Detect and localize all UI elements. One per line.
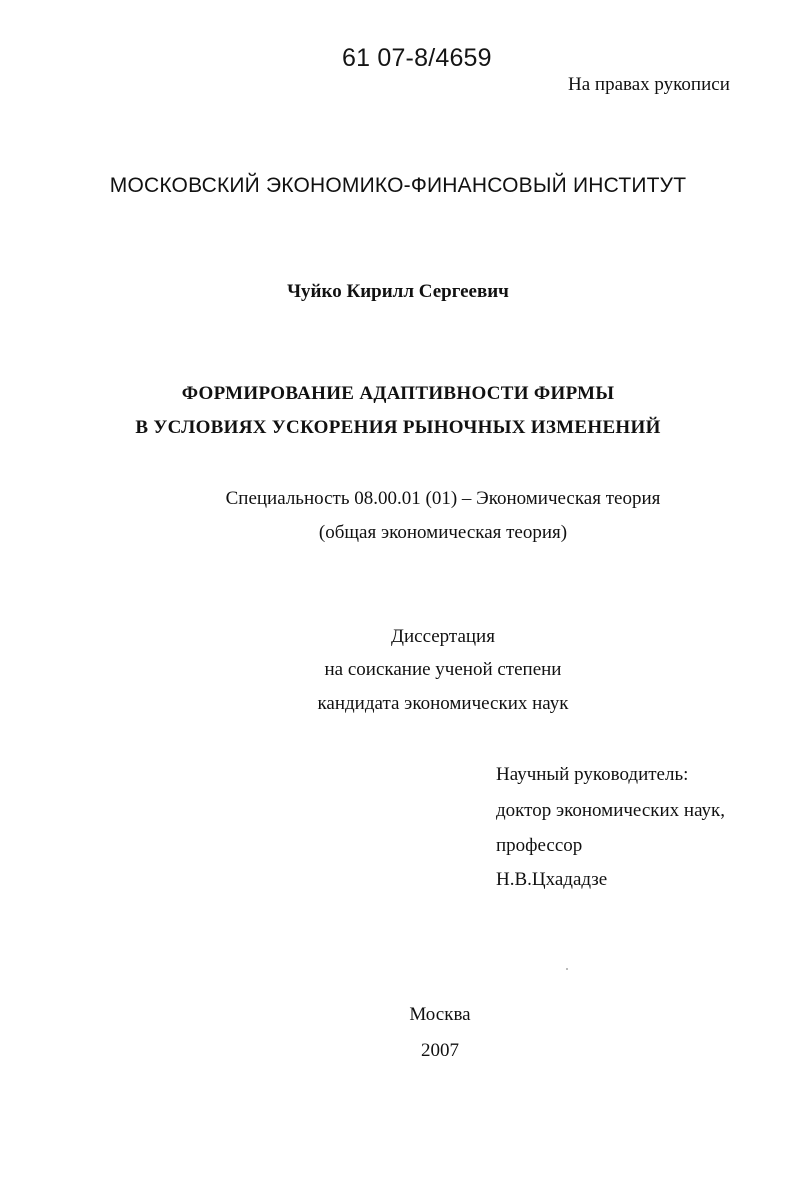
- degree-line-1: Диссертация: [391, 626, 495, 647]
- rights-notice: На правах рукописи: [568, 74, 730, 95]
- thesis-title-line-1: ФОРМИРОВАНИЕ АДАПТИВНОСТИ ФИРМЫ: [181, 383, 615, 404]
- supervisor-degree: доктор экономических наук,: [496, 800, 726, 821]
- year: 2007: [421, 1040, 459, 1061]
- thesis-title-line-2: В УСЛОВИЯХ УСКОРЕНИЯ РЫНОЧНЫХ ИЗМЕНЕНИЙ: [135, 417, 661, 438]
- author-name: Чуйко Кирилл Сергеевич: [287, 281, 509, 302]
- supervisor-rank: профессор: [496, 835, 583, 856]
- library-stamp-code: 61 07-8/4659: [342, 44, 492, 72]
- scan-speck: [566, 968, 568, 970]
- supervisor-name: Н.В.Цхададзе: [496, 869, 608, 890]
- specialty-line-1: Специальность 08.00.01 (01) – Экономическая теория: [225, 488, 661, 509]
- degree-line-2: на соискание ученой степени: [324, 659, 562, 680]
- specialty-line-2: (общая экономическая теория): [318, 522, 568, 543]
- degree-line-3: кандидата экономических наук: [317, 693, 569, 714]
- city: Москва: [409, 1004, 471, 1025]
- supervisor-label: Научный руководитель:: [496, 764, 689, 785]
- institution-name: МОСКОВСКИЙ ЭКОНОМИКО-ФИНАНСОВЫЙ ИНСТИТУТ: [109, 174, 687, 197]
